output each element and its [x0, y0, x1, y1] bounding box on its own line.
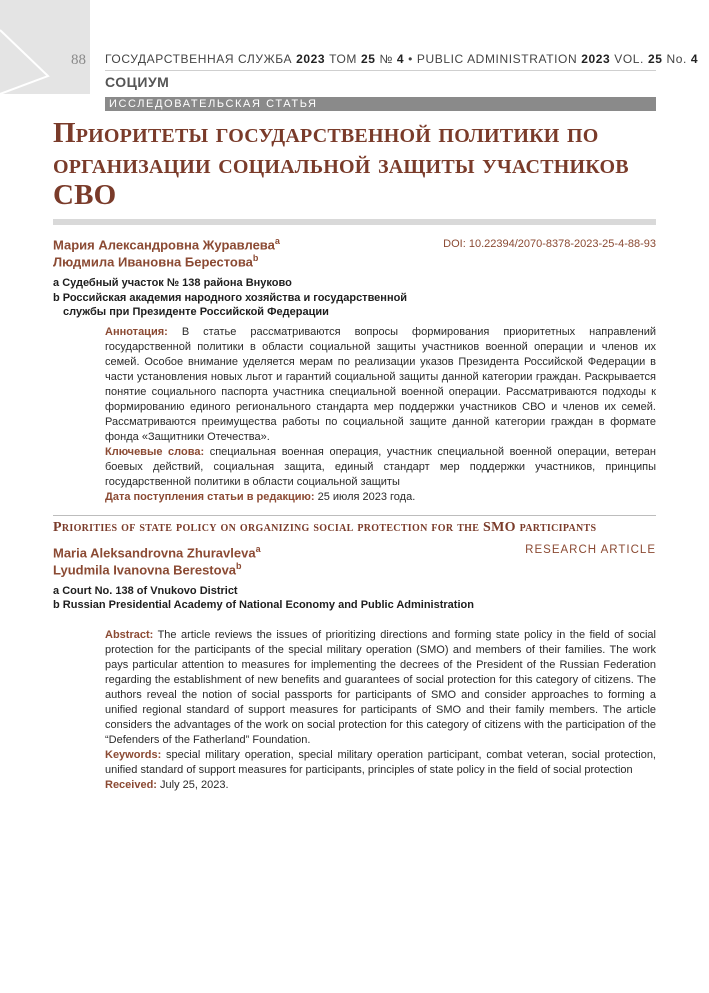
received-en-label: Received: [105, 779, 157, 791]
received-en-text: July 25, 2023. [160, 779, 229, 791]
author-ru-1: Мария Александровна Журавлева$^a$ [53, 236, 280, 253]
section-title: СОЦИУМ [105, 74, 170, 90]
abstract-en-text: The article reviews the issues of prioritizing directions and forming state policy in the field of social protection for the participants of the special military operation (SMO) and members of their families. The work pays particular attention to measures for implementing the decrees of the President of the Russian Federation regarding the establishment of new benefits and guarantees of social protection for this category of citizens. The authors reveal the notion of social passports for participants of SMO and consider approaches to forming a unified regional standard of support measures for participants of SMO and their family members. The article considers the advantages of the work on social protection for this category of citizens with the participation of the “Defenders of the Fatherland” Foundation. [105, 629, 656, 746]
title-divider [53, 219, 656, 225]
keywords-ru-label: Ключевые слова: [105, 446, 205, 458]
page-number: 88 [71, 52, 86, 68]
journal-header: ГОСУДАРСТВЕННАЯ СЛУЖБА 2023 ТОМ 25 № 4 • PUBLIC ADMINISTRATION 2023 VOL. 25 No. 4 [105, 52, 699, 66]
affiliation-ru-b: b Российская академия народного хозяйства и государственной [53, 292, 408, 304]
received-ru-label: Дата поступления статьи в редакцию: [105, 491, 315, 503]
keywords-ru-text: специальная военная операция, участник специальной военной операции, ветеран боевых действий, социальная защита, единый стандарт мер поддержки участников, принципы государственной политики в области социальной защиты [105, 446, 656, 488]
corner-fold-icon [0, 0, 90, 94]
abstract-en-label: Abstract: [105, 629, 154, 641]
article-type-en: RESEARCH ARTICLE [525, 544, 656, 556]
article-type-ru: ИССЛЕДОВАТЕЛЬСКАЯ СТАТЬЯ [109, 98, 318, 110]
header-divider [105, 70, 656, 71]
title-ru: Приоритеты государственной политики по организации социальной защиты участников СВО [53, 117, 629, 211]
abstract-ru-text: В статье рассматриваются вопросы формирования приоритетных направлений государственной политики в области социальной защиты участников военной операции и членов их семей. Особое внимание уделяется мерам по реализации указов Президента Российской Федерации в части установления новых льгот и гарантий социальной защиты данной категории граждан. Раскрывается понятие социального паспорта участника специальной военной операции. Рассматриваются подходы к формированию единого регионального стандарта мер поддержки участников СВО и членов их семей. Рассматриваются преимущества работы по социальной защите данной категории граждан в формате фонда «Защитники Отечества». [105, 326, 656, 443]
article-type-bar [105, 97, 656, 111]
language-divider [53, 515, 656, 516]
keywords-en-text: special military operation, special military operation participant, combat veteran, social protection, unified standard of support measures for participants, principles of state policy in the field of social protection [105, 749, 656, 776]
page-corner-decoration [0, 0, 90, 94]
abstract-en [105, 628, 656, 793]
abstract-ru-label: Аннотация: [105, 326, 168, 338]
author-ru-2: Людмила Ивановна Берестова$^b$ [53, 253, 259, 270]
affiliation-en-b: b Russian Presidential Academy of National Economy and Public Administration [53, 599, 474, 611]
title-en: Priorities of state policy on organizing social protection for the SMO participants [53, 520, 597, 535]
doi-link[interactable]: DOI: 10.22394/2070-8378-2023-25-4-88-93 [443, 238, 656, 250]
received-ru-text: 25 июля 2023 года. [317, 491, 416, 503]
affiliation-ru-b-cont: службы при Президенте Российской Федерации [63, 306, 329, 318]
author-en-2: Lyudmila Ivanovna Berestova$^b$ [53, 561, 242, 578]
abstract-ru [105, 325, 656, 505]
author-en-1: Maria Aleksandrovna Zhuravleva$^a$ [53, 544, 261, 561]
keywords-en-label: Keywords: [105, 749, 162, 761]
affiliation-ru-a: a Судебный участок № 138 района Внуково [53, 277, 292, 289]
affiliation-en-a: a Court No. 138 of Vnukovo District [53, 585, 238, 597]
